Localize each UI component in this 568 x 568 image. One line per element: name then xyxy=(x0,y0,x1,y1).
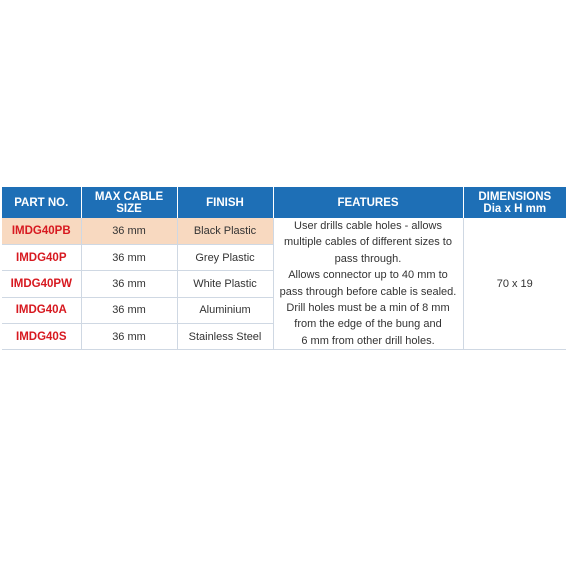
finish: Grey Plastic xyxy=(177,244,273,270)
features-cell xyxy=(273,218,463,350)
part-number: IMDG40P xyxy=(2,244,81,270)
header-dimensions-line2: Dia x H mm xyxy=(483,202,547,215)
features-line: multiple cables of different sizes to xyxy=(284,236,452,249)
header-finish: FINISH xyxy=(177,187,273,218)
part-number: IMDG40PW xyxy=(2,271,81,297)
features-line: 6 mm from other drill holes. xyxy=(301,334,435,347)
header-part-no: PART NO. xyxy=(2,187,81,218)
finish: Black Plastic xyxy=(177,218,273,244)
features-line: Drill holes must be a min of 8 mm xyxy=(286,302,450,315)
part-number: IMDG40PB xyxy=(2,218,81,244)
header-dimensions xyxy=(463,187,566,218)
finish: White Plastic xyxy=(177,271,273,297)
max-cable-size: 36 mm xyxy=(81,297,177,323)
part-number: IMDG40S xyxy=(2,323,81,349)
features-line: pass through. xyxy=(334,252,402,265)
table-header-row xyxy=(2,187,566,218)
part-number: IMDG40A xyxy=(2,297,81,323)
finish: Stainless Steel xyxy=(177,323,273,349)
header-dimensions-line1: DIMENSIONS xyxy=(478,190,552,203)
features-line: from the edge of the bung and xyxy=(294,318,442,331)
max-cable-size: 36 mm xyxy=(81,244,177,270)
max-cable-size: 36 mm xyxy=(81,323,177,349)
product-spec-table xyxy=(2,187,566,350)
header-max-cable-line1: MAX CABLE xyxy=(94,190,164,203)
header-max-cable-size xyxy=(81,187,177,218)
features-line: pass through before cable is sealed. xyxy=(279,285,457,298)
header-features: FEATURES xyxy=(273,187,463,218)
header-max-cable-line2: SIZE xyxy=(116,202,142,215)
features-line: User drills cable holes - allows xyxy=(294,220,442,232)
dimensions-value: 70 x 19 xyxy=(463,218,566,350)
features-line: Allows connector up to 40 mm to xyxy=(288,269,448,282)
finish: Aluminium xyxy=(177,297,273,323)
max-cable-size: 36 mm xyxy=(81,271,177,297)
max-cable-size: 36 mm xyxy=(81,218,177,244)
table-row xyxy=(2,218,566,244)
